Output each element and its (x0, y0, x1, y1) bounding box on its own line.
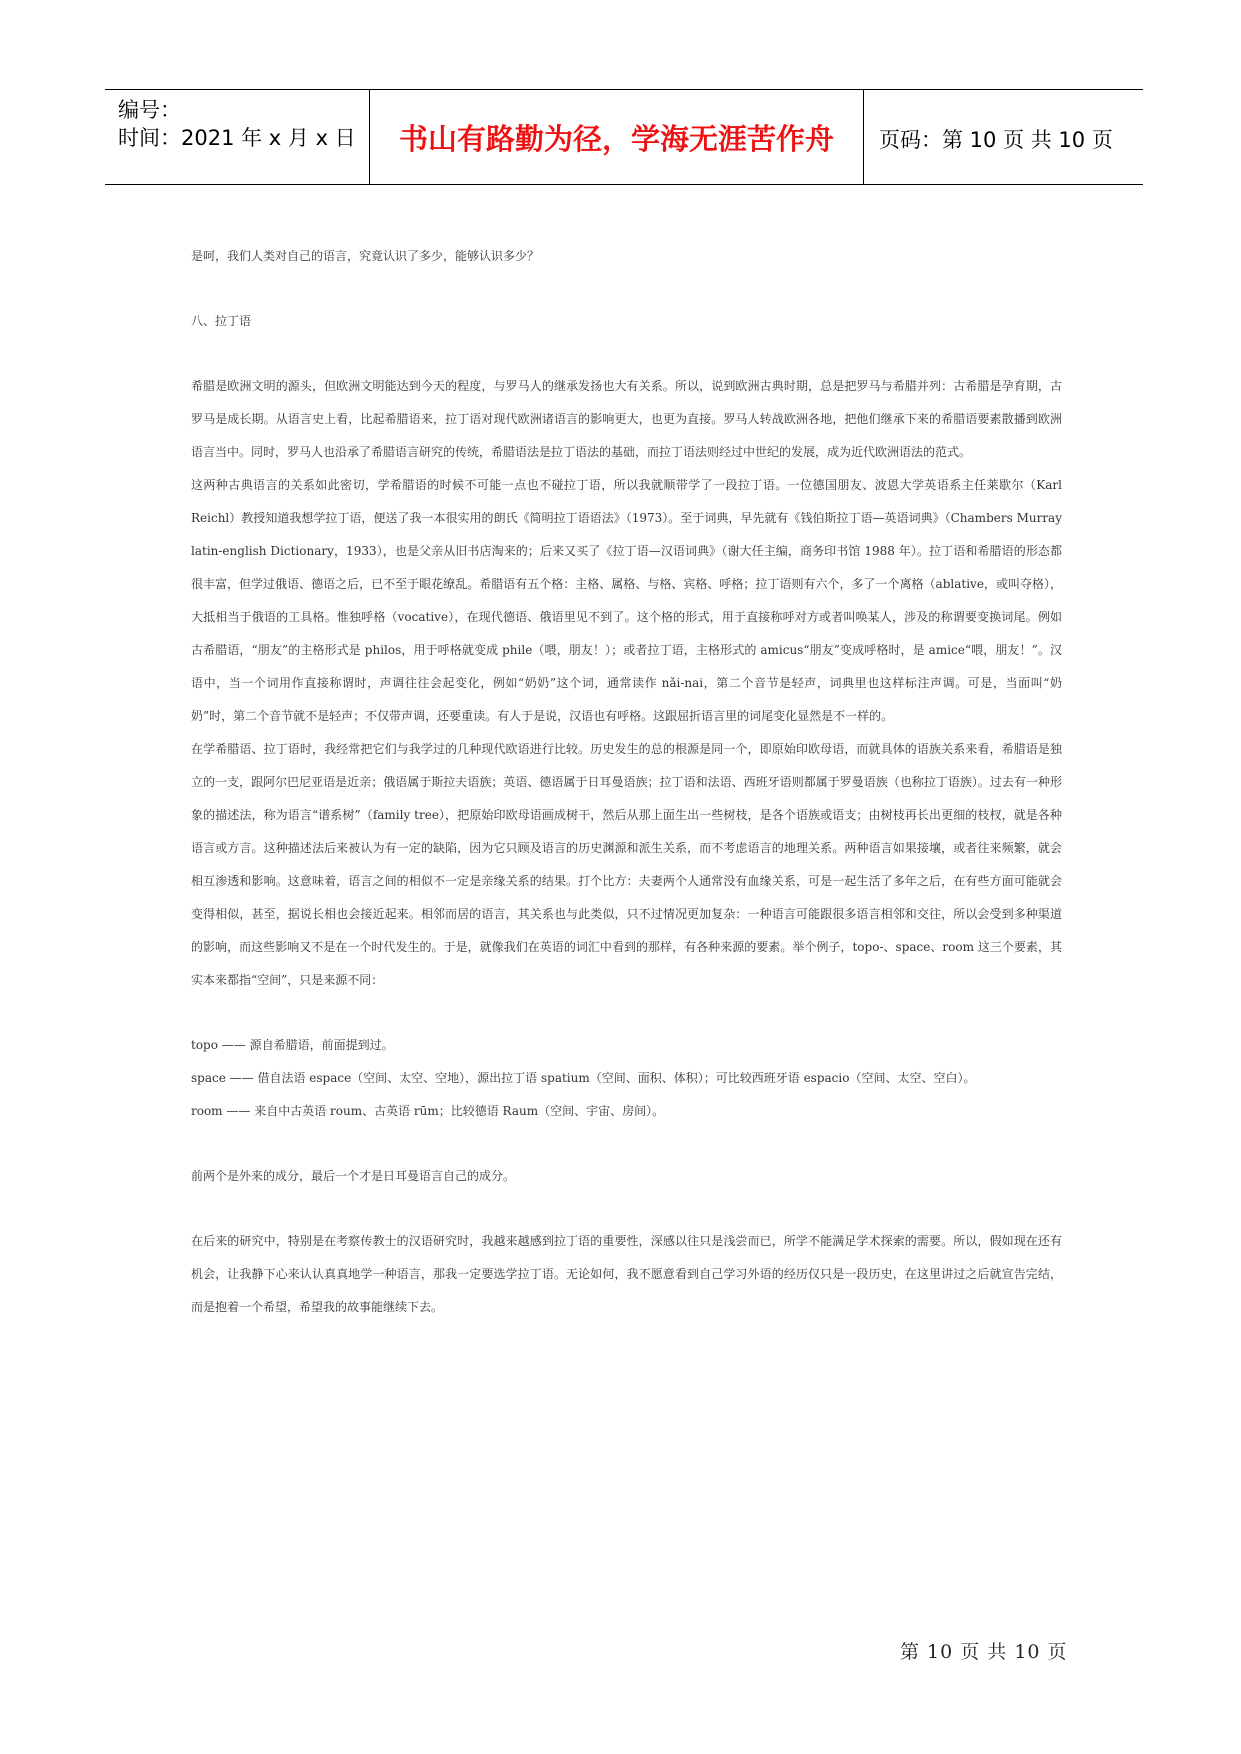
document-body (191, 240, 1062, 1324)
header-page-number: 页码：第 10 页 共 10 页 (879, 128, 1113, 152)
spacer (191, 273, 1062, 305)
page-header (105, 89, 1143, 185)
document-time-label: 时间：2021 年 x 月 x 日 (118, 126, 356, 150)
etymology-topo: topo —— 源自希腊语，前面提到过。 (191, 1038, 394, 1052)
spacer (191, 997, 1062, 1029)
paragraph-greek-roman: 希腊是欧洲文明的源头，但欧洲文明能达到今天的程度，与罗马人的继承发扬也大有关系。所以，说到欧洲古典时期，总是把罗马与希腊并列：古希腊是孕育期，古罗马是成长期。从语言史上看，比起希腊语来，拉丁语对现代欧洲诸语言的影响更大，也更为直接。罗马人转战欧洲各地，把他们继承下来的希腊语要素散播到欧洲语言当中。同时，罗马人也沿承了希腊语言研究的传统，希腊语法是拉丁语法的基础，而拉丁语法则经过中世纪的发展，成为近代欧洲语法的范式。 (191, 379, 1062, 459)
header-page-cell (865, 90, 1143, 184)
spacer (191, 338, 1062, 370)
document-number-label: 编号： (118, 98, 181, 122)
paragraph-origin-summary: 前两个是外来的成分，最后一个才是日耳曼语言自己的成分。 (191, 1169, 516, 1183)
paragraph-language-comparison: 在学希腊语、拉丁语时，我经常把它们与我学过的几种现代欧语进行比较。历史发生的总的根源是同一个，即原始印欧母语，而就具体的语族关系来看，希腊语是独立的一支，跟阿尔巴尼亚语是近亲；俄语属于斯拉夫语族；英语、德语属于日耳曼语族；拉丁语和法语、西班牙语则都属于罗曼语族（也称拉丁语族）。过去有一种形象的描述法，称为语言“谱系树”（family tree），把原始印欧母语画成树干，然后从那上面生出一些树枝，是各个语族或语支；由树枝再长出更细的枝杈，就是各种语言或方言。这种描述法后来被认为有一定的缺陷，因为它只顾及语言的历史渊源和派生关系，而不考虑语言的地理关系。两种语言如果接壤，或者往来频繁，就会相互渗透和影响。这意味着，语言之间的相似不一定是亲缘关系的结果。打个比方：夫妻两个人通常没有血缘关系，可是一起生活了多年之后，在有些方面可能就会变得相似，甚至，据说长相也会接近起来。相邻而居的语言，其关系也与此类似，只不过情况更加复杂：一种语言可能跟很多语言相邻和交往，所以会受到多种渠道的影响，而这些影响又不是在一个时代发生的。于是，就像我们在英语的词汇中看到的那样，有各种来源的要素。举个例子，topo-、space、room 这三个要素，其实本来都指“空间”，只是来源不同： (191, 742, 1062, 987)
header-meta-cell (105, 90, 370, 184)
etymology-room: room —— 来自中古英语 roum、古英语 rūm；比较德语 Raum（空间、宇宙、房间）。 (191, 1104, 665, 1118)
header-motto-cell (370, 90, 864, 184)
section-heading: 八、拉丁语 (191, 314, 252, 328)
paragraph-conclusion: 在后来的研究中，特别是在考察传教士的汉语研究时，我越来越感到拉丁语的重要性，深感以往只是浅尝而已，所学不能满足学术探索的需要。所以，假如现在还有机会，让我静下心来认认真真地学一种语言，那我一定要选学拉丁语。无论如何，我不愿意看到自己学习外语的经历仅只是一段历史，在这里讲过之后就宣告完结，而是抱着一个希望，希望我的故事能继续下去。 (191, 1234, 1062, 1314)
spacer (191, 1128, 1062, 1160)
spacer (191, 1193, 1062, 1225)
header-motto: 书山有路勤为径，学海无涯苦作舟 (398, 122, 834, 156)
etymology-space: space —— 借自法语 espace（空间、太空、空地），源出拉丁语 spatium（空间、面积、体积）；可比较西班牙语 espacio（空间、太空、空白）。 (191, 1071, 976, 1085)
paragraph-latin-study: 这两种古典语言的关系如此密切，学希腊语的时候不可能一点也不碰拉丁语，所以我就顺带学了一段拉丁语。一位德国朋友、波恩大学英语系主任莱歇尔（Karl Reichl）教授知道我想学拉丁语，便送了我一本很实用的朗氏《简明拉丁语语法》（1973）。至于词典，早先就有《钱伯斯拉丁语—英语词典》（Chambers Murray latin-english Dictionary，1933），也是父亲从旧书店淘来的；后来又买了《拉丁语—汉语词典》（谢大任主编，商务印书馆 1988 年）。拉丁语和希腊语的形态都很丰富，但学过俄语、德语之后，已不至于眼花缭乱。希腊语有五个格：主格、属格、与格、宾格、呼格；拉丁语则有六个，多了一个离格（ablative，或叫夺格），大抵相当于俄语的工具格。惟独呼格（vocative），在现代德语、俄语里见不到了。这个格的形式，用于直接称呼对方或者叫唤某人，涉及的称谓要变换词尾。例如古希腊语，“朋友”的主格形式是 philos，用于呼格就变成 phile（喂，朋友！）；或者拉丁语，主格形式的 amicus“朋友”变成呼格时，是 amice“喂，朋友！”。汉语中，当一个词用作直接称谓时，声调往往会起变化，例如“奶奶”这个词，通常读作 nǎi-nai，第二个音节是轻声，词典里也这样标注声调。可是，当面叫“奶奶”时，第二个音节就不是轻声；不仅带声调，还要重读。有人于是说，汉语也有呼格。这跟屈折语言里的词尾变化显然是不一样的。 (191, 478, 1062, 723)
page-footer-number: 第 10 页 共 10 页 (900, 1641, 1068, 1663)
paragraph-intro-question: 是呵，我们人类对自己的语言，究竟认识了多少，能够认识多少？ (191, 249, 540, 263)
